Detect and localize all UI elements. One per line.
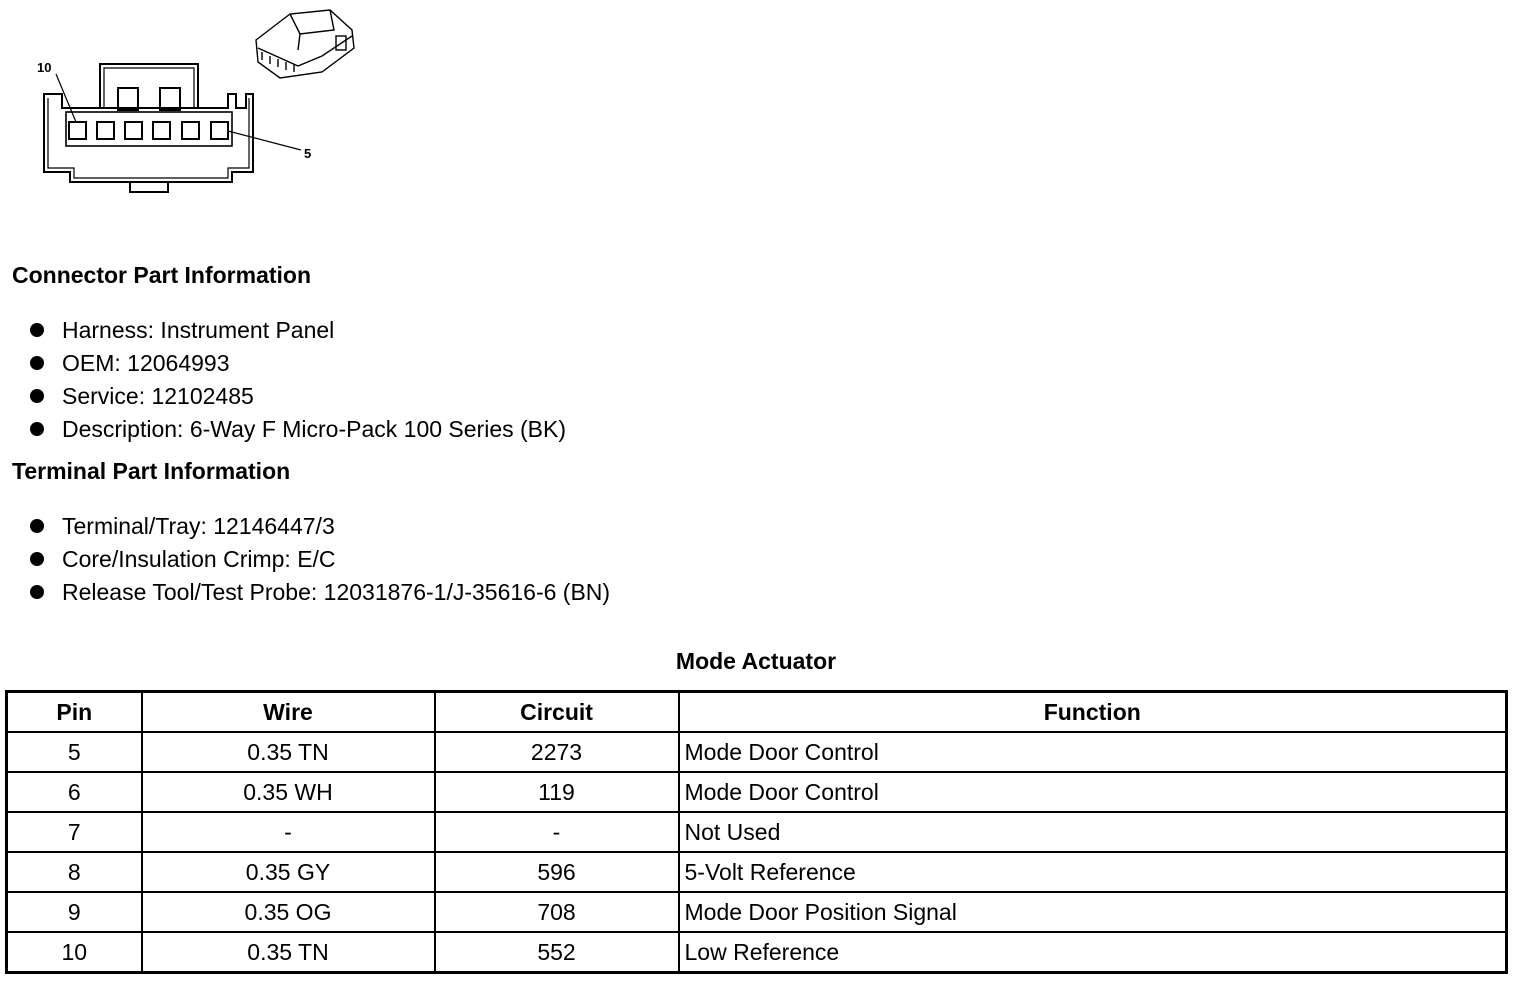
cell-pin: 9 — [7, 892, 142, 932]
cell-wire: 0.35 GY — [142, 852, 435, 892]
list-item: Release Tool/Test Probe: 12031876-1/J-35616-6 (BN) — [30, 576, 610, 609]
connector-info-title: Connector Part Information — [12, 262, 312, 288]
cell-circuit: 2273 — [435, 732, 679, 772]
list-item: Description: 6-Way F Micro-Pack 100 Series (BK) — [30, 413, 566, 446]
table-row — [7, 772, 1507, 812]
table-row — [7, 932, 1507, 973]
table-title: Mode Actuator — [675, 648, 837, 674]
cell-wire: 0.35 TN — [142, 732, 435, 772]
header-pin: Pin — [7, 692, 142, 733]
header-circuit: Circuit — [435, 692, 679, 733]
cell-circuit: 119 — [435, 772, 679, 812]
cell-function: Mode Door Control — [679, 772, 1507, 812]
cell-function: Mode Door Control — [679, 732, 1507, 772]
cell-wire: 0.35 OG — [142, 892, 435, 932]
cell-circuit: 552 — [435, 932, 679, 973]
connector-iso-view — [256, 10, 354, 78]
cell-pin: 10 — [7, 932, 142, 973]
cell-function: 5-Volt Reference — [679, 852, 1507, 892]
table-row — [7, 892, 1507, 932]
cell-function: Mode Door Position Signal — [679, 892, 1507, 932]
connector-diagram — [0, 0, 380, 210]
header-function: Function — [679, 692, 1507, 733]
pin-label-5: 5 — [304, 146, 312, 161]
list-item: Service: 12102485 — [30, 380, 566, 413]
table-row — [7, 732, 1507, 772]
pin-cavity — [182, 122, 199, 139]
latch — [100, 64, 198, 108]
connector-info-list — [30, 314, 566, 446]
terminal-info-title: Terminal Part Information — [12, 458, 291, 484]
cell-pin: 8 — [7, 852, 142, 892]
pin-label-10: 10 — [37, 60, 52, 75]
pin-cavity — [97, 122, 114, 139]
cell-pin: 5 — [7, 732, 142, 772]
cell-circuit: 596 — [435, 852, 679, 892]
cell-function: Not Used — [679, 812, 1507, 852]
cell-function: Low Reference — [679, 932, 1507, 973]
table-row — [7, 812, 1507, 852]
header-wire: Wire — [142, 692, 435, 733]
pin-cavity — [69, 122, 86, 139]
cell-circuit: - — [435, 812, 679, 852]
pin-cavity — [211, 122, 228, 139]
list-item: Terminal/Tray: 12146447/3 — [30, 510, 610, 543]
cell-pin: 7 — [7, 812, 142, 852]
table-header-row — [7, 692, 1507, 733]
list-item: OEM: 12064993 — [30, 347, 566, 380]
table-row — [7, 852, 1507, 892]
cell-circuit: 708 — [435, 892, 679, 932]
cell-wire: 0.35 WH — [142, 772, 435, 812]
pin-table — [5, 690, 1508, 974]
list-item: Core/Insulation Crimp: E/C — [30, 543, 610, 576]
pin-cavity — [125, 122, 142, 139]
terminal-info-list — [30, 510, 610, 609]
cell-pin: 6 — [7, 772, 142, 812]
cell-wire: 0.35 TN — [142, 932, 435, 973]
cell-wire: - — [142, 812, 435, 852]
pin-cavity — [153, 122, 170, 139]
list-item: Harness: Instrument Panel — [30, 314, 566, 347]
